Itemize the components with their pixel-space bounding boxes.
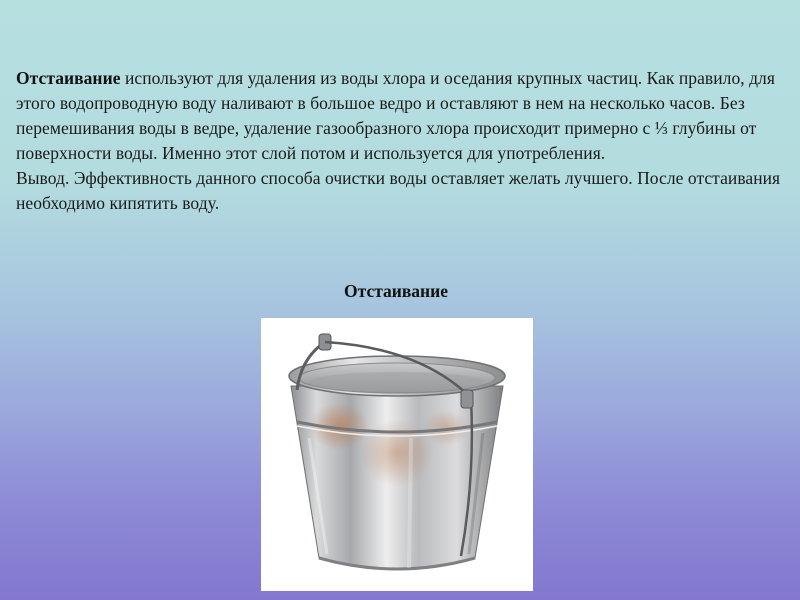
paragraph-settling [16, 66, 786, 166]
paragraph-settling-text: используют для удаления из воды хлора и оседания крупных частиц. Как правило, для этого водопроводную воду наливают в большое ведро и оставляют в нем на несколько часов. Без перемешивания воды в ведре, удаление газообразного хлора происходит примерно с ⅓ глубины от поверхности воды. Именно этот слой потом и используется для употребления. [16, 68, 775, 163]
body-text [16, 66, 786, 216]
bucket-photo [261, 318, 533, 591]
bucket-icon [261, 318, 533, 591]
image-caption: Отстаивание [344, 281, 448, 301]
paragraph-conclusion: Вывод. Эффективность данного способа очистки воды оставляет желать лучшего. После отстаивания необходимо кипятить воду. [16, 168, 781, 213]
term-settling: Отстаивание [16, 68, 121, 88]
